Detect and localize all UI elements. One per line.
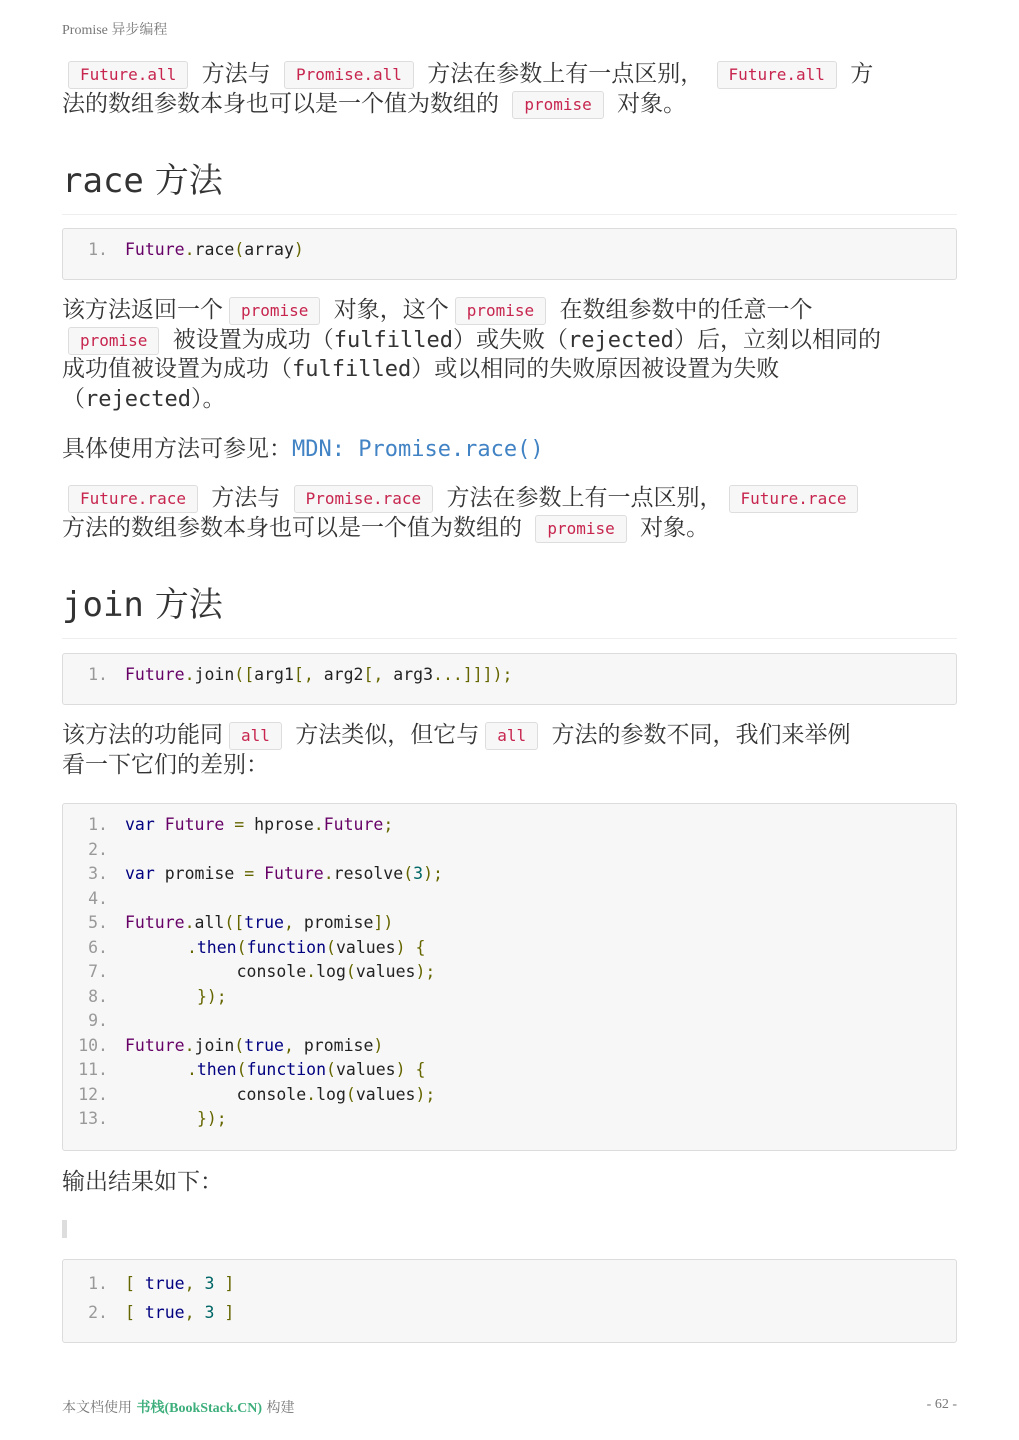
code-line <box>63 1060 956 1082</box>
text: ）。 <box>190 385 226 412</box>
code-line <box>63 1036 956 1058</box>
inline-code: promise <box>512 91 603 119</box>
join-code-block <box>62 653 957 705</box>
line-number: 1. <box>88 240 108 259</box>
code-line <box>63 962 956 984</box>
inline-code: promise <box>229 297 320 325</box>
text: fulfilled <box>333 327 453 353</box>
inline-code: promise <box>68 327 159 355</box>
text: 方法的参数不同，我们来举例 <box>551 722 851 748</box>
text: 方法的数组参数本身也可以是一个值为数组的 <box>62 514 522 541</box>
heading-code: race <box>62 161 144 201</box>
code-text: }); <box>196 986 227 1006</box>
output-label: 输出结果如下： <box>62 1169 223 1195</box>
code-text: console.log(values); <box>177 962 436 981</box>
code-line <box>63 665 956 687</box>
footer-credit <box>62 1397 295 1417</box>
code-line <box>63 913 956 935</box>
code-line <box>63 987 956 1009</box>
blockquote-bar <box>62 1220 67 1238</box>
line-number: 4. <box>88 888 108 908</box>
inline-code: Future.all <box>717 61 837 89</box>
text: ）后，立刻以相同的 <box>673 326 881 353</box>
text: 具体使用方法可参见： <box>62 436 292 462</box>
text: 方 <box>850 61 874 87</box>
line-number: 6. <box>88 937 108 957</box>
footer-prefix: 本文档使用 <box>62 1400 132 1416</box>
line-number: 11. <box>78 1060 108 1079</box>
text: fulfilled <box>292 357 412 382</box>
race-see-also <box>62 435 957 465</box>
code-text: Future.join([arg1[, arg2[, arg3...]]]); <box>125 665 513 684</box>
text: rejected <box>85 386 191 412</box>
text: 方法与 <box>201 61 271 87</box>
code-line <box>63 1011 956 1033</box>
join-description <box>62 721 957 780</box>
line-number: 13. <box>78 1109 108 1128</box>
text: 方法在参数上有一点区别， <box>446 485 723 511</box>
text: 方法类似，但它与 <box>295 722 480 748</box>
running-head: Promise 异步编程 <box>62 23 168 38</box>
code-text: Future.race(array) <box>125 240 304 259</box>
inline-code: all <box>229 722 282 750</box>
code-text: .then(function(values) { <box>186 937 426 957</box>
text: 对象，这个 <box>333 297 449 323</box>
code-text: var Future = hprose.Future; <box>125 815 394 834</box>
code-line <box>63 1303 956 1325</box>
race-heading <box>62 153 957 215</box>
text: 法的数组参数本身也可以是一个值为数组的 <box>62 90 499 117</box>
text: 成功值被设置为成功（ <box>62 356 292 382</box>
inline-code: promise <box>535 515 626 543</box>
line-number: 8. <box>88 986 108 1006</box>
code-text: Future.all([true, promise]) <box>125 913 394 932</box>
heading-code: join <box>62 585 144 625</box>
line-number: 10. <box>78 1035 108 1055</box>
race-note-paragraph <box>62 484 957 543</box>
text: 该方法返回一个 <box>62 297 223 323</box>
text: ）或以相同的失败原因被设置为失败 <box>411 356 780 382</box>
bookstack-link[interactable]: 书栈(BookStack.CN) <box>136 1401 263 1416</box>
inline-code: Future.race <box>729 485 859 513</box>
line-number: 2. <box>88 839 108 859</box>
text: 方法在参数上有一点区别， <box>427 61 704 87</box>
code-line <box>63 1274 956 1296</box>
text: （ <box>62 385 85 412</box>
line-number: 12. <box>78 1084 108 1104</box>
output-code-block <box>62 1259 957 1343</box>
footer-suffix: 构建 <box>266 1400 295 1416</box>
code-text: }); <box>196 1109 227 1128</box>
line-number: 1. <box>88 1274 108 1293</box>
race-code-block <box>62 228 957 280</box>
mdn-promise-race-link[interactable]: MDN: Promise.race() <box>292 437 544 462</box>
inline-code: Promise.race <box>294 485 434 513</box>
code-line <box>63 1109 956 1131</box>
inline-code: Future.all <box>68 61 188 89</box>
code-line <box>63 1085 956 1107</box>
code-text: [ true, 3 ] <box>125 1303 235 1322</box>
code-line <box>63 240 956 262</box>
inline-code: Promise.all <box>284 61 414 89</box>
line-number: 3. <box>88 864 108 883</box>
inline-code: Future.race <box>68 485 198 513</box>
text: ）或失败（ <box>452 326 568 353</box>
code-text: [ true, 3 ] <box>125 1274 235 1293</box>
text: 被设置为成功（ <box>172 326 334 353</box>
text: 对象。 <box>640 514 710 541</box>
page-number: - 62 - <box>926 1397 957 1412</box>
line-number: 1. <box>88 665 108 684</box>
text: 方法与 <box>211 485 281 511</box>
text: 在数组参数中的任意一个 <box>559 297 813 323</box>
text: 该方法的功能同 <box>62 722 223 748</box>
heading-text: 方法 <box>154 585 223 625</box>
line-number: 5. <box>88 913 108 932</box>
text: rejected <box>567 327 674 353</box>
all-note-paragraph <box>62 60 957 119</box>
text: 对象。 <box>617 90 687 117</box>
race-description <box>62 296 957 414</box>
line-number: 9. <box>88 1011 108 1030</box>
code-text: .then(function(values) { <box>186 1060 426 1079</box>
text: 看一下它们的差别： <box>62 751 269 778</box>
code-line <box>63 889 956 911</box>
code-line <box>63 815 956 837</box>
join-heading <box>62 577 957 639</box>
code-line <box>63 840 956 862</box>
code-text: console.log(values); <box>177 1084 436 1104</box>
join-example-code-block <box>62 803 957 1151</box>
line-number: 7. <box>88 962 108 981</box>
line-number: 1. <box>88 815 108 834</box>
code-line <box>63 864 956 886</box>
code-text: Future.join(true, promise) <box>125 1035 384 1055</box>
code-text: var promise = Future.resolve(3); <box>125 864 443 883</box>
inline-code: promise <box>455 297 546 325</box>
code-line <box>63 938 956 960</box>
heading-text: 方法 <box>154 161 223 201</box>
inline-code: all <box>485 722 538 750</box>
line-number: 2. <box>88 1303 108 1322</box>
